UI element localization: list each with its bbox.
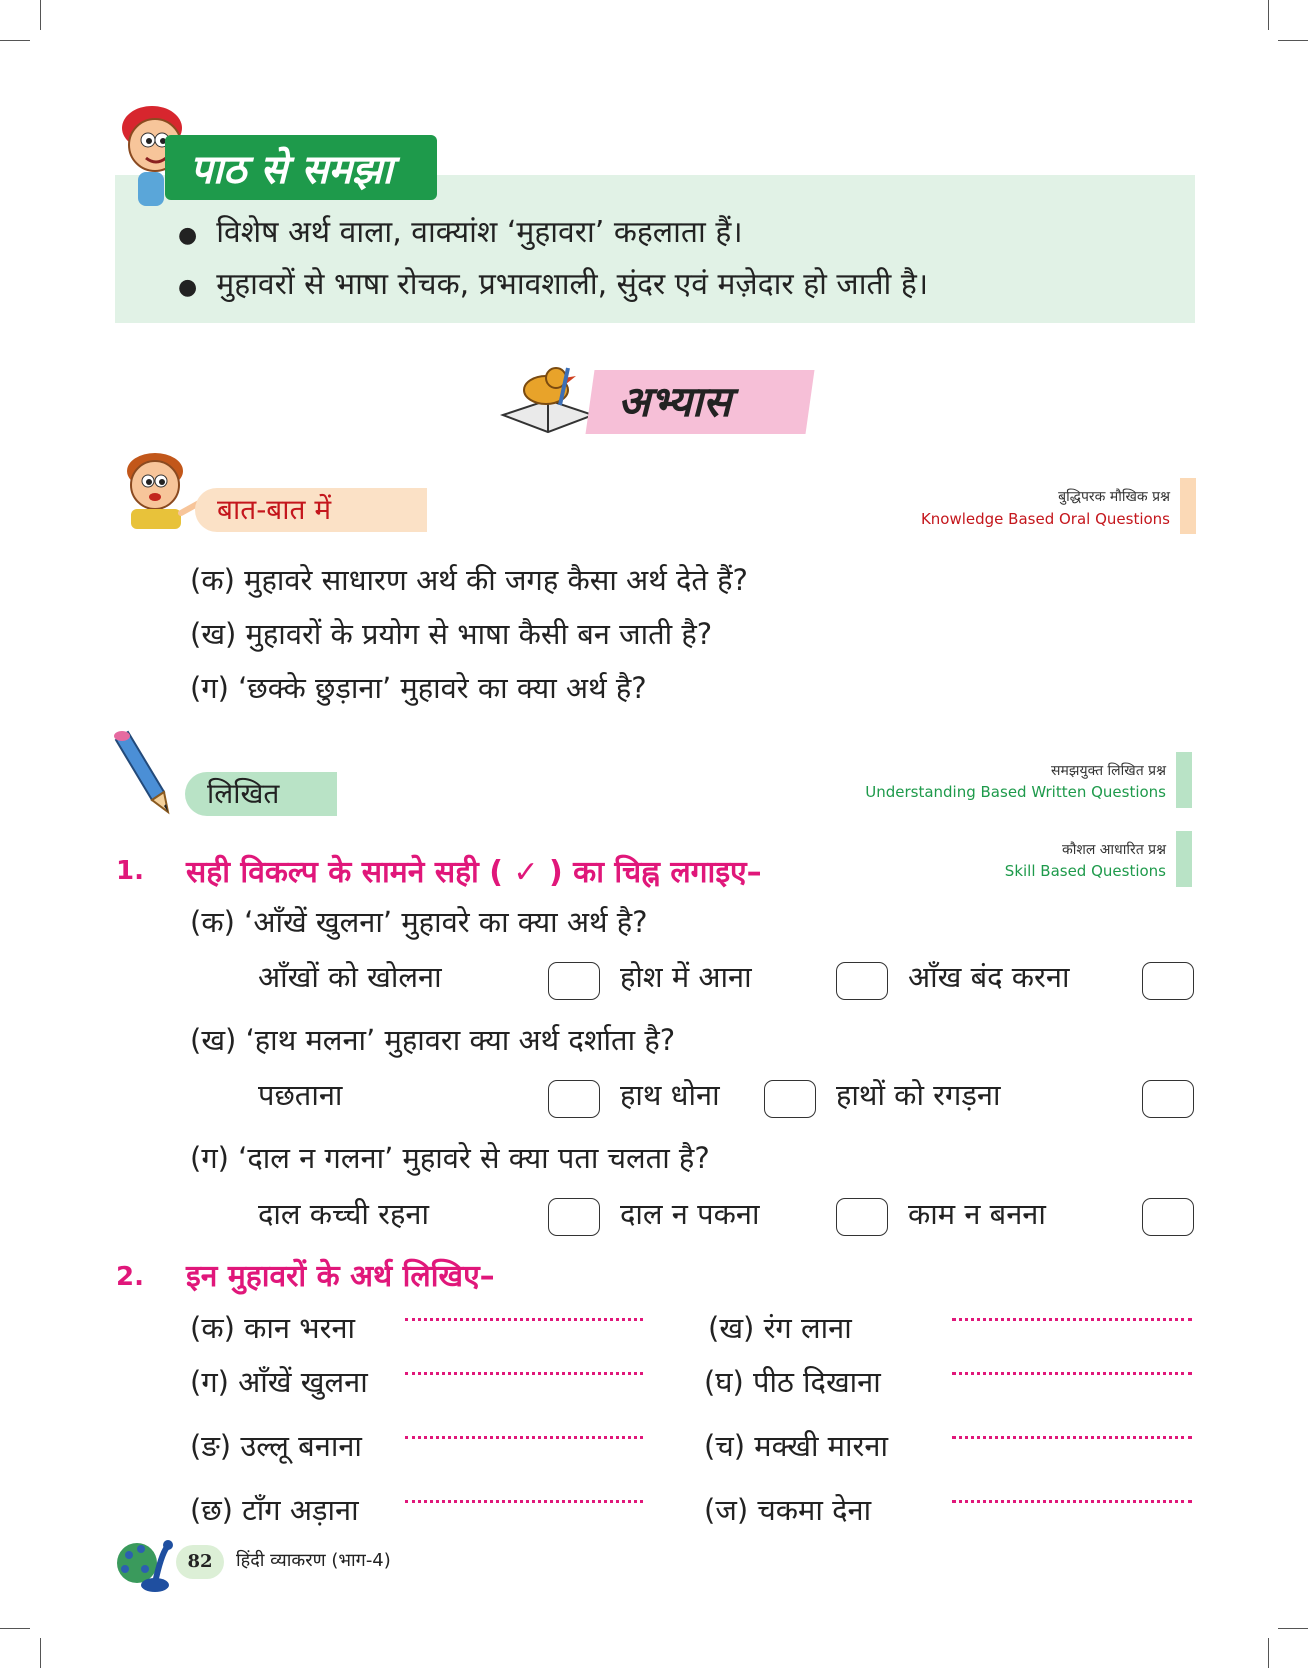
answer-checkbox[interactable]: [548, 962, 600, 1000]
oral-question: (क) मुहावरे साधारण अर्थ की जगह कैसा अर्थ देते हैं?: [190, 563, 748, 597]
idiom-item: (क) कान भरना: [190, 1311, 356, 1345]
question-1-number: 1.: [116, 856, 144, 886]
oral-side-english: Knowledge Based Oral Questions: [920, 510, 1170, 528]
oral-question: (ख) मुहावरों के प्रयोग से भाषा कैसी बन जाती है?: [190, 617, 713, 651]
summary-point-text: विशेष अर्थ वाला, वाक्यांश ‘मुहावरा’ कहलाता हैं।: [216, 215, 743, 250]
oral-side-hindi: बुद्धिपरक मौखिक प्रश्न: [1058, 489, 1170, 505]
mcq-question: (क) ‘आँखें खुलना’ मुहावरे का क्या अर्थ है?: [190, 905, 648, 939]
summary-title: पाठ से समझा: [190, 147, 393, 193]
summary-point-text: मुहावरों से भाषा रोचक, प्रभावशाली, सुंदर एवं मज़ेदार हो जाती है।: [216, 267, 929, 302]
oral-question: (ग) ‘छक्के छुड़ाना’ मुहावरे का क्या अर्थ है?: [190, 671, 647, 705]
idiom-item: (ज) चकमा देना: [704, 1493, 872, 1527]
skill-side-english: Skill Based Questions: [1004, 862, 1166, 880]
mcq-option: दाल न पकना: [620, 1197, 760, 1231]
bird-on-book-icon: [498, 360, 598, 435]
written-side-hindi: समझयुक्त लिखित प्रश्न: [1051, 763, 1166, 779]
answer-line[interactable]: [405, 1500, 643, 1503]
crop-mark: [1278, 40, 1308, 41]
question-2-heading: इन मुहावरों के अर्थ लिखिए–: [186, 1259, 495, 1294]
mcq-option: आँखों को खोलना: [258, 960, 442, 994]
skill-side-bar: [1176, 831, 1192, 887]
answer-checkbox[interactable]: [1142, 962, 1194, 1000]
crop-mark: [1268, 1638, 1269, 1668]
idiom-item: (ख) रंग लाना: [708, 1311, 852, 1345]
mcq-option: काम न बनना: [908, 1197, 1046, 1231]
answer-checkbox[interactable]: [1142, 1080, 1194, 1118]
answer-line[interactable]: [405, 1436, 643, 1439]
crop-mark: [0, 40, 30, 41]
crop-mark: [0, 1628, 30, 1629]
answer-line[interactable]: [952, 1436, 1192, 1439]
answer-line[interactable]: [952, 1318, 1192, 1321]
crop-mark: [1278, 1628, 1308, 1629]
written-side-bar: [1176, 752, 1192, 808]
answer-checkbox[interactable]: [548, 1080, 600, 1118]
mcq-option: दाल कच्ची रहना: [258, 1197, 430, 1231]
mcq-option: आँख बंद करना: [908, 960, 1070, 994]
crop-mark: [40, 0, 41, 30]
book-title: हिंदी व्याकरण (भाग-4): [236, 1550, 391, 1571]
idiom-item: (छ) टाँग अड़ाना: [190, 1493, 359, 1527]
mcq-question: (ग) ‘दाल न गलना’ मुहावरे से क्या पता चलता है?: [190, 1141, 710, 1175]
written-side-english: Understanding Based Written Questions: [865, 783, 1166, 801]
mcq-option: हाथ धोना: [620, 1078, 720, 1112]
pencil-icon: [108, 730, 178, 815]
answer-checkbox[interactable]: [764, 1080, 816, 1118]
answer-checkbox[interactable]: [548, 1198, 600, 1236]
crop-mark: [1268, 0, 1269, 30]
exercise-title: अभ्यास: [618, 377, 732, 426]
peacock-icon: [115, 1535, 185, 1595]
oral-side-bar: [1180, 478, 1196, 534]
answer-checkbox[interactable]: [1142, 1198, 1194, 1236]
bullet-icon: ●: [178, 223, 198, 248]
answer-line[interactable]: [952, 1500, 1192, 1503]
answer-line[interactable]: [405, 1372, 643, 1375]
summary-point: [178, 262, 928, 303]
idiom-item: (ग) आँखें खुलना: [190, 1365, 368, 1399]
idiom-item: (च) मक्खी मारना: [704, 1429, 889, 1463]
mcq-option: हाथों को रगड़ना: [836, 1078, 1001, 1112]
skill-side-hindi: कौशल आधारित प्रश्न: [1061, 842, 1166, 858]
summary-point: [178, 210, 743, 251]
bullet-icon: ●: [178, 275, 198, 300]
answer-checkbox[interactable]: [836, 1198, 888, 1236]
page-number: 82: [176, 1545, 224, 1579]
crop-mark: [40, 1638, 41, 1668]
mcq-option: होश में आना: [620, 960, 752, 994]
question-2-number: 2.: [116, 1262, 144, 1292]
boy-pointing-icon: [115, 445, 205, 530]
idiom-item: (घ) पीठ दिखाना: [704, 1365, 881, 1399]
question-1-heading: सही विकल्प के सामने सही ( ✓ ) का चिह्न लगाइए–: [186, 855, 762, 890]
idiom-item: (ङ) उल्लू बनाना: [190, 1429, 362, 1463]
answer-line[interactable]: [952, 1372, 1192, 1375]
written-tag: लिखित: [185, 772, 337, 816]
answer-line[interactable]: [405, 1318, 643, 1321]
mcq-option: पछताना: [258, 1078, 343, 1112]
answer-checkbox[interactable]: [836, 962, 888, 1000]
mcq-question: (ख) ‘हाथ मलना’ मुहावरा क्या अर्थ दर्शाता है?: [190, 1023, 676, 1057]
oral-tag: बात-बात में: [195, 488, 427, 532]
